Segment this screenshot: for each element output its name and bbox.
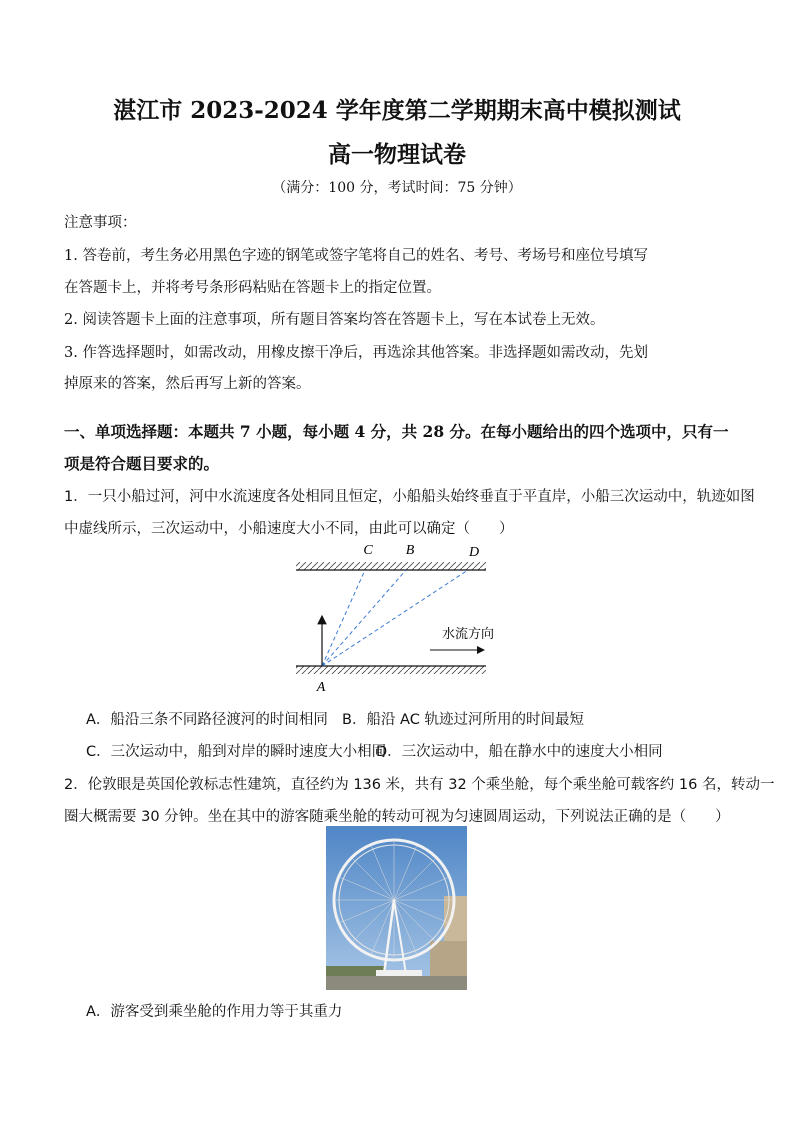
river-crossing-diagram xyxy=(288,538,508,698)
section-heading-line-1: 一、单项选择题：本题共 7 小题，每小题 4 分，共 28 分。在每小题给出的四个选项中，只有一 xyxy=(64,422,729,441)
river-water xyxy=(326,976,467,990)
exam-info: （满分：100 分，考试时间：75 分钟） xyxy=(272,180,522,196)
q1-option-c: C．三次运动中，船到对岸的瞬时速度大小相同 xyxy=(86,744,387,760)
label-b: B xyxy=(405,543,415,558)
q2-stem-line-2: 圈大概需要 30 分钟。坐在其中的游客随乘坐舱的转动可视为匀速圆周运动，下列说法正确的是（ ） xyxy=(64,809,730,825)
note-line-3b: 掉原来的答案，然后再写上新的答案。 xyxy=(64,376,311,392)
exam-subtitle: 高一物理试卷 xyxy=(328,141,466,168)
notes-heading: 注意事项： xyxy=(64,215,137,231)
london-eye-photo xyxy=(326,826,467,990)
q1-option-a: A．船沿三条不同路径渡河的时间相同 xyxy=(86,712,328,728)
q2-option-a: A．游客受到乘坐舱的作用力等于其重力 xyxy=(86,1004,343,1020)
q1-stem-line-2: 中虚线所示，三次运动中，小船速度大小不同，由此可以确定（ ） xyxy=(64,521,514,537)
path-ab xyxy=(322,570,406,666)
county-hall-building xyxy=(430,941,467,979)
label-c: C xyxy=(363,543,373,558)
q1-stem-line-1: 1．一只小船过河，河中水流速度各处相同且恒定，小船船头始终垂直于平直岸，小船三次运动中，轨迹如图 xyxy=(64,489,755,505)
near-bank-hatch xyxy=(296,666,486,674)
note-line-3: 3. 作答选择题时，如需改动，用橡皮擦干净后，再选涂其他答案。非选择题如需改动，先划 xyxy=(64,345,648,361)
far-bank-hatch xyxy=(296,562,486,570)
exam-title: 湛江市 2023-2024 学年度第二学期期末高中模拟测试 xyxy=(113,97,681,124)
q2-stem-line-1: 2．伦敦眼是英国伦敦标志性建筑，直径约为 136 米，共有 32 个乘坐舱，每个乘坐舱可载客约 16 名，转动一 xyxy=(64,777,775,793)
note-line-1: 1. 答卷前，考生务必用黑色字迹的钢笔或签字笔将自己的姓名、考号、考场号和座位号填写 xyxy=(64,248,648,264)
flow-direction-label: 水流方向 xyxy=(441,627,495,642)
path-ac xyxy=(322,570,365,666)
note-line-2: 2. 阅读答题卡上面的注意事项，所有题目答案均答在答题卡上，写在本试卷上无效。 xyxy=(64,312,605,328)
section-heading-line-2: 项是符合题目要求的。 xyxy=(64,454,220,473)
q1-option-b: B．船沿 AC 轨迹过河所用的时间最短 xyxy=(342,712,584,728)
boat xyxy=(376,970,422,976)
q1-option-d: D．三次运动中，船在静水中的速度大小相同 xyxy=(376,744,663,760)
label-a: A xyxy=(316,680,326,695)
label-d: D xyxy=(468,545,480,560)
note-line-1b: 在答题卡上，并将考号条形码粘贴在答题卡上的指定位置。 xyxy=(64,280,441,296)
